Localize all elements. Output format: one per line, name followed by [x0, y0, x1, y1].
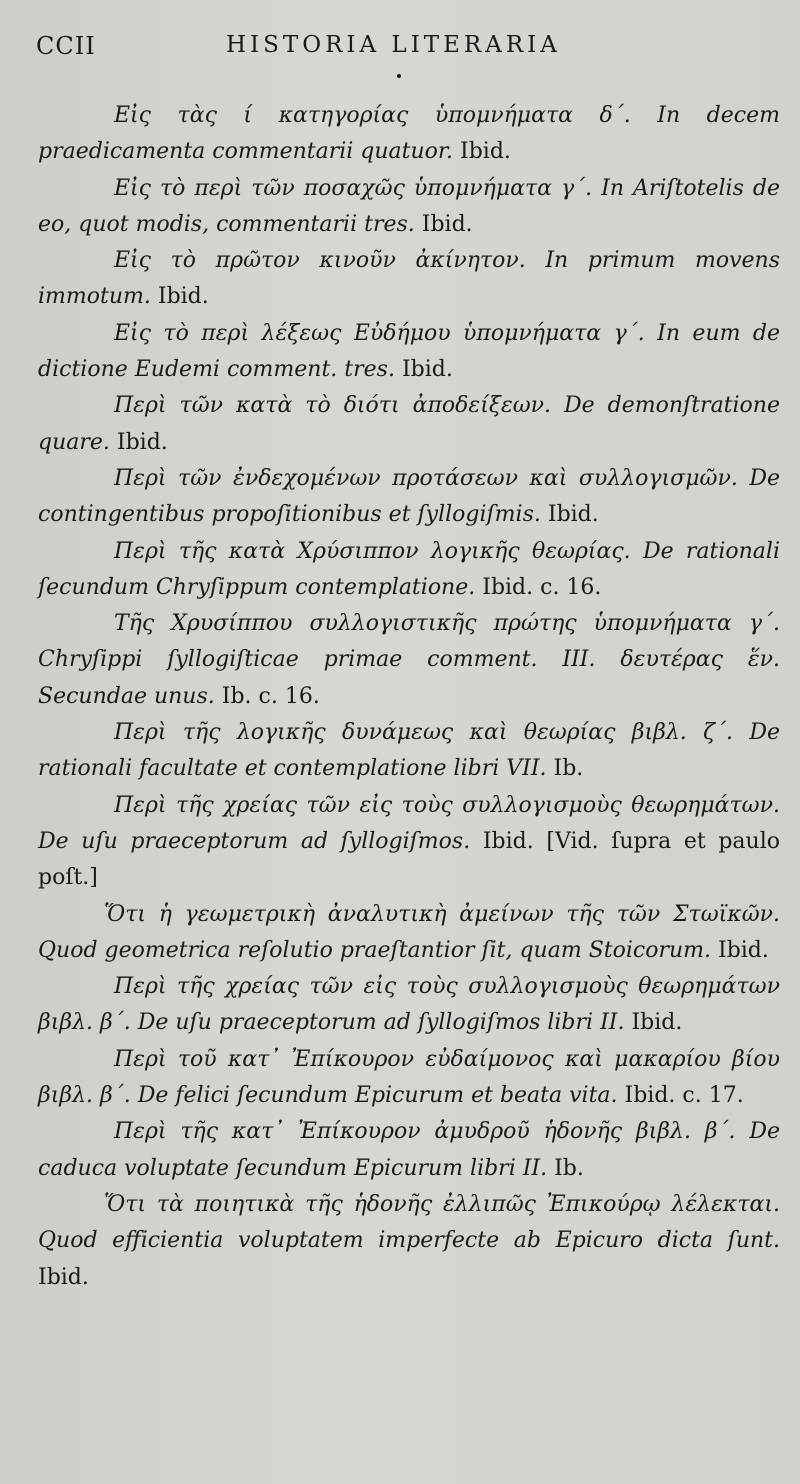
list-item: Περὶ τῶν κατὰ τὸ διότι ἀποδείξεων. De demonſtratione quare. Ibid. — [38, 393, 780, 455]
list-item: Ὅτι τὰ ποιητικὰ τῆς ἡδονῆς ἐλλιπῶς Ἐπικούρῳ λέλεκται. Quod efficientia voluptatem imperfecte ab Epicuro dicta ſunt. Ibid. — [38, 1191, 780, 1290]
folio-number: CCII — [36, 32, 96, 60]
page-header — [36, 30, 776, 70]
list-item: Περὶ τῶν ἐνδεχομένων προτάσεων καὶ συλλογισμῶν. De contingentibus propoſitionibus et ſyllogiſmis. Ibid. — [38, 465, 780, 528]
list-item: Τῆς Χρυσίππου συλλογιστικῆς πρώτης ὑπομνήματα γ΄. Chryſippi ſyllogiſticae primae comment. III. δευτέρας ἕν. Secundae unus. Ib. c. 16. — [38, 611, 781, 709]
list-item: Περὶ τῆς κατὰ Χρύσιππον λογικῆς θεωρίας. De rationali ſecundum Chryſippum contemplatione. Ibid. c. 16. — [38, 538, 780, 600]
list-item: Εἰς τὰς ί κατηγορίας ὑπομνήματα δ΄. In decem praedicamenta commentarii quatuor. Ibid. — [38, 103, 780, 165]
list-item: Ὅτι ἡ γεωμετρικὴ ἀναλυτικὴ ἀμείνων τῆς τῶν Στωϊκῶν. Quod geometrica reſolutio praeſtantior ſit, quam Stoicorum. Ibid. — [38, 901, 780, 963]
entry-list — [38, 98, 780, 1296]
running-title: HISTORIA LITERARIA — [226, 32, 561, 58]
printer-dot — [397, 74, 401, 78]
list-item: Εἰς τὸ πρῶτον κινοῦν ἀκίνητον. In primum movens immotum. Ibid. — [38, 248, 780, 310]
list-item: Περὶ τῆς κατ᾽ Ἐπίκουρον ἀμυδροῦ ἡδονῆς βιβλ. β΄. De caduca voluptate ſecundum Epicurum libri II. Ib. — [38, 1119, 780, 1181]
list-item: Περὶ τοῦ κατ᾽ Ἐπίκουρον εὐδαίμονος καὶ μακαρίου βίου βιβλ. β΄. De felici ſecundum Epicurum et beata vita. Ibid. c. 17. — [38, 1046, 780, 1109]
list-item: Εἰς τὸ περὶ τῶν ποσαχῶς ὑπομνήματα γ΄. In Ariſtotelis de eo, quot modis, commentarii tres. Ibid. — [38, 175, 780, 237]
list-item: Περὶ τῆς χρείας τῶν εἰς τοὺς συλλογισμοὺς θεωρημάτων βιβλ. β΄. De uſu praeceptorum ad ſyllogiſmos libri II. Ibid. — [38, 974, 780, 1036]
cross-reference-note: [Vid. ſupra et paulo poſt.] — [38, 828, 780, 891]
list-item: Περὶ τῆς χρείας τῶν εἰς τοὺς συλλογισμοὺς θεωρημάτων. De uſu praeceptorum ad ſyllogiſmos. Ibid. [Vid. ſupra et paulo poſt.] — [38, 792, 780, 891]
list-item: Εἰς τὸ περὶ λέξεως Εὐδήμου ὑπομνήματα γ΄. In eum de dictione Eudemi comment. tres. Ibid. — [38, 320, 781, 383]
list-item: Περὶ τῆς λογικῆς δυνάμεως καὶ θεωρίας βιβλ. ζ΄. De rationali facultate et contemplatione libri VII. Ib. — [38, 720, 780, 782]
